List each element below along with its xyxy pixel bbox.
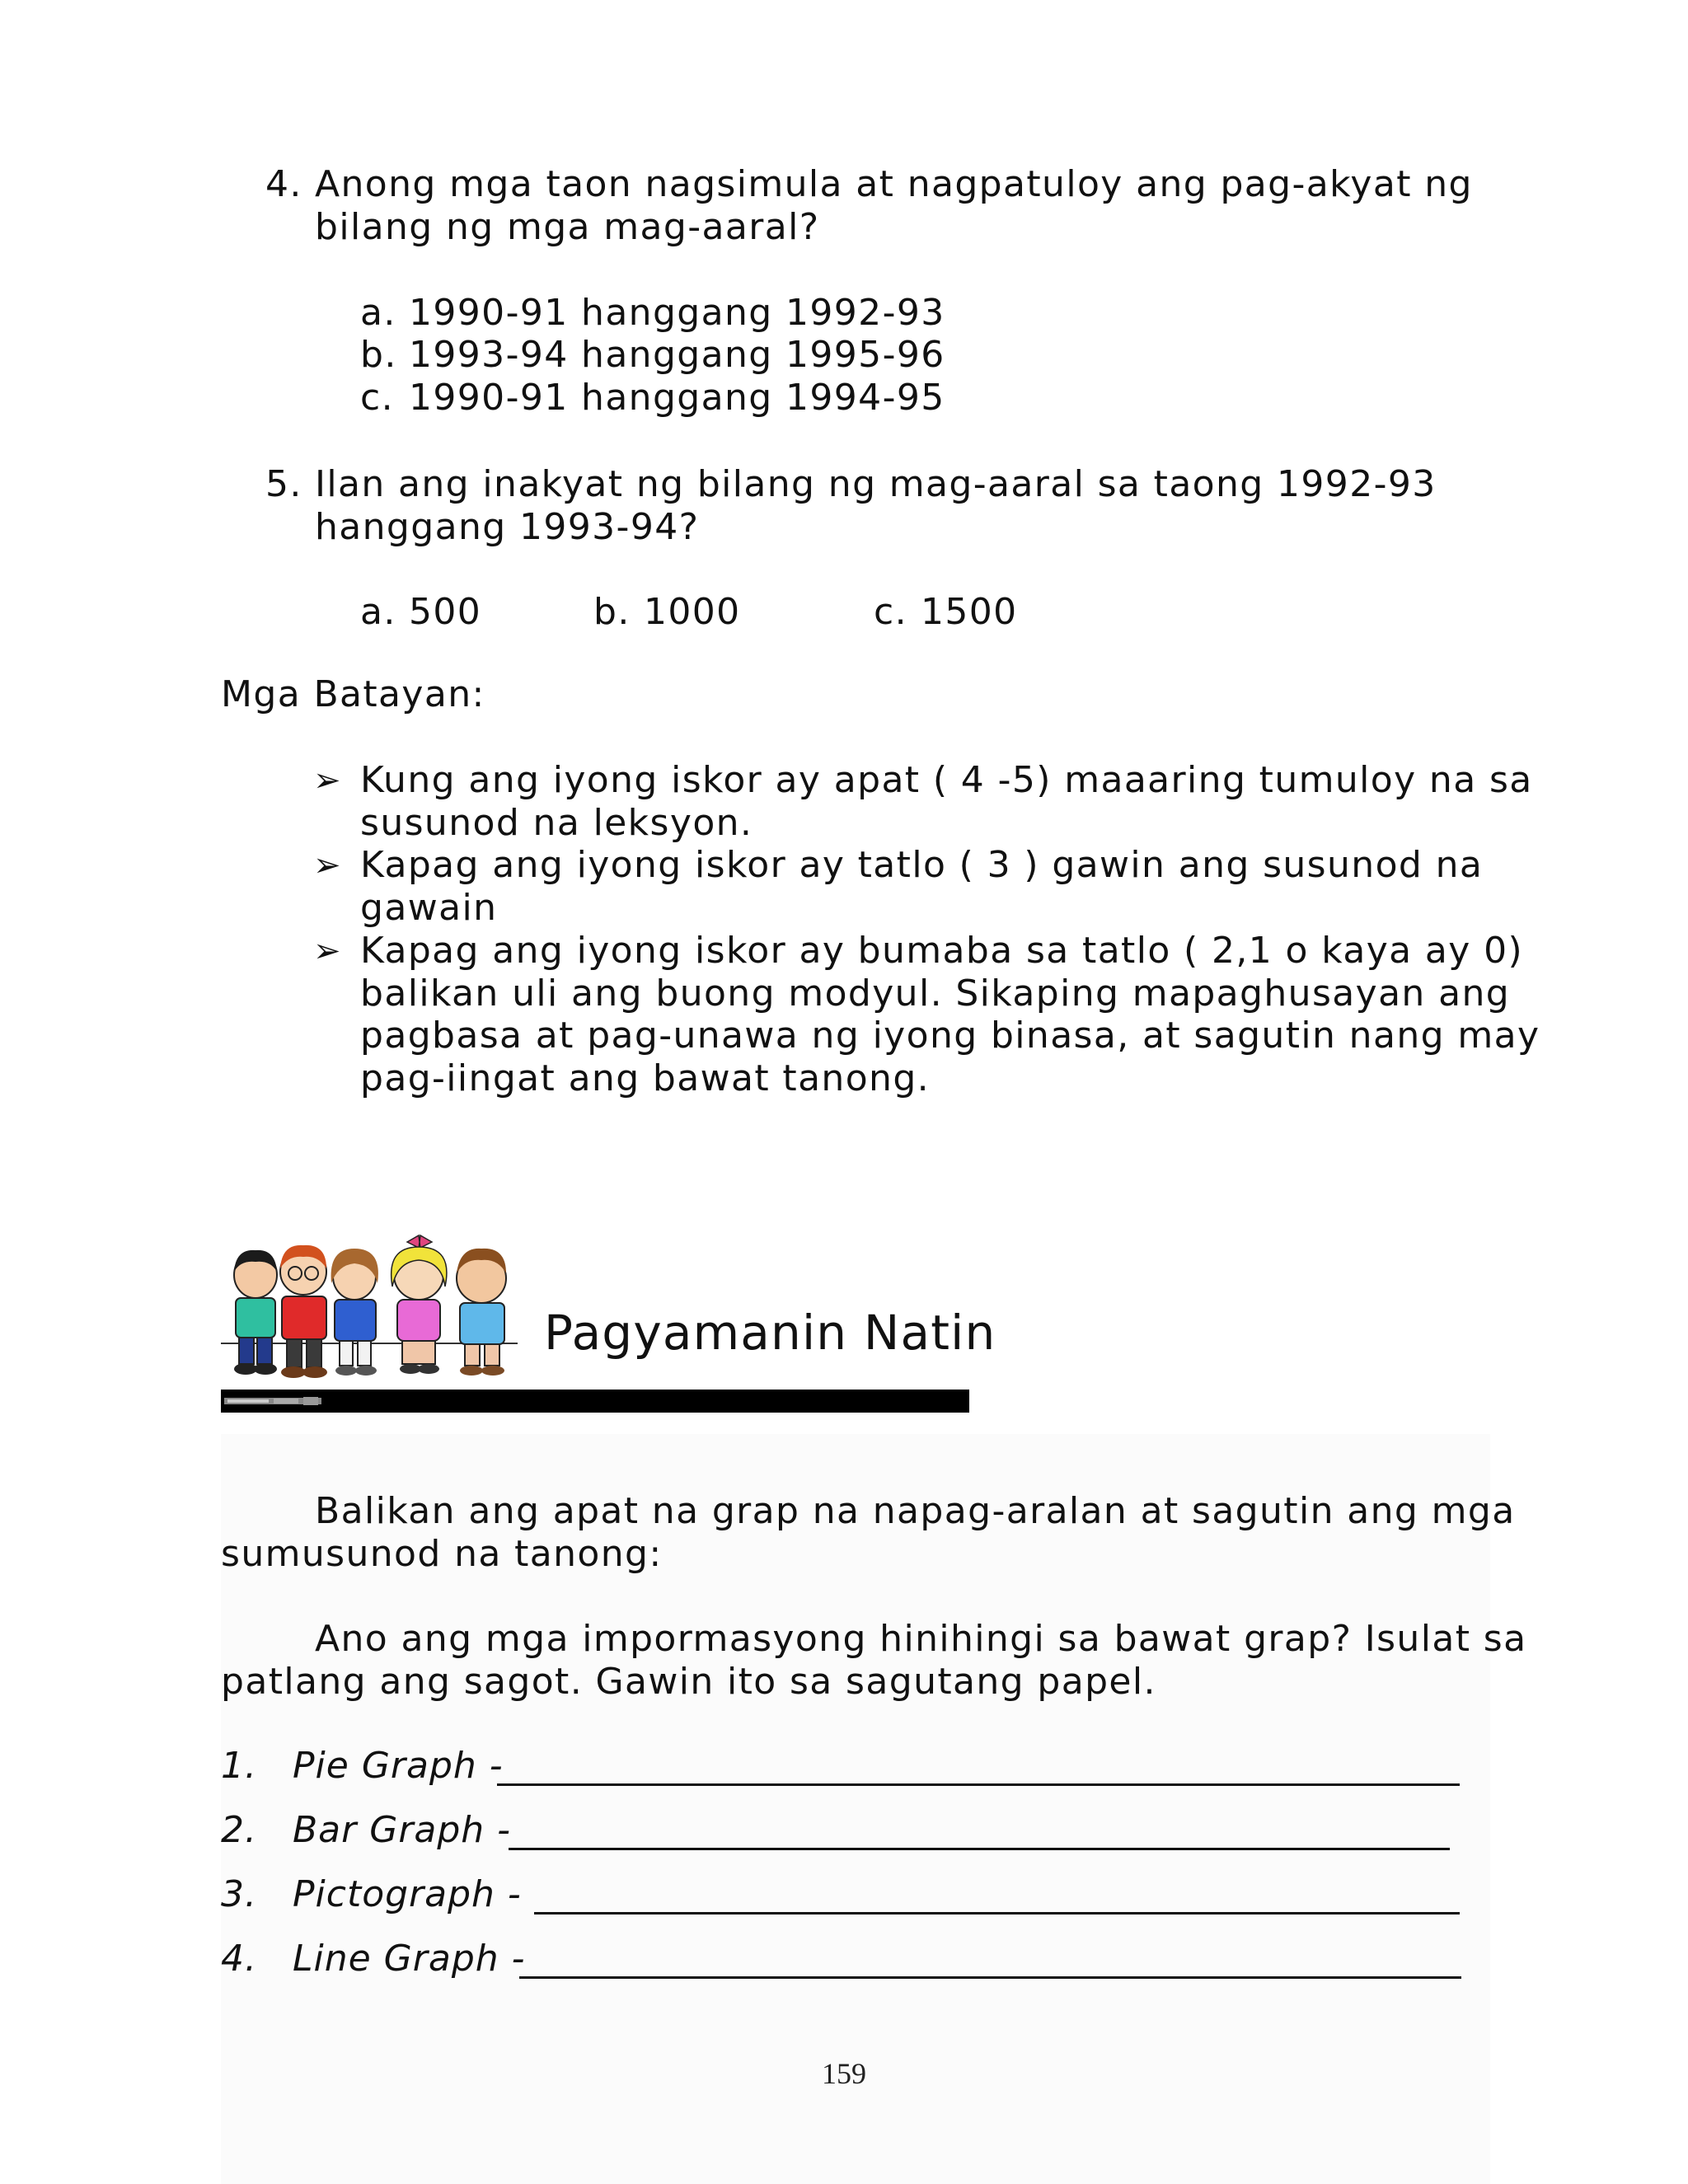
instruction-paragraph-2-line-2: patlang ang sagot. Gawin ito sa sagutang papel. [221,1661,1156,1703]
instruction-paragraph-1-line-2: sumusunod na tanong: [221,1533,663,1575]
question-4-choice-c-letter: c. [360,377,394,419]
child-4-figure [392,1235,447,1374]
graph-item-3-number: 3. [221,1873,257,1915]
graph-item-2-number: 2. [221,1809,257,1851]
question-4-choice-a: 1990-91 hanggang 1992-93 [409,292,945,334]
section-title: Pagyamanin Natin [544,1305,996,1361]
batayan-bullet-3-line-2: balikan uli ang buong modyul. Sikaping mapaghusayan ang [360,972,1511,1015]
question-5-choice-c: 1500 [921,591,1018,633]
batayan-bullet-1-line-1: Kung ang iyong iskor ay apat ( 4 -5) maaaring tumuloy na sa [360,759,1533,801]
question-5-choice-b: 1000 [644,591,741,633]
batayan-bullet-1-line-2: susunod na leksyon. [360,802,753,844]
question-4-choice-a-letter: a. [360,292,396,334]
instruction-paragraph-2-line-1: Ano ang mga impormasyong hinihingi sa bawat grap? Isulat sa [315,1618,1527,1660]
batayan-bullet-3-line-1: Kapag ang iyong iskor ay bumaba sa tatlo ( 2,1 o kaya ay 0) [360,930,1524,972]
child-3-figure [331,1249,378,1376]
graph-item-4-label: Line Graph - [293,1938,526,1980]
child-5-figure [457,1249,506,1376]
question-5-choice-b-letter: b. [593,591,631,633]
question-4-choice-c: 1990-91 hanggang 1994-95 [409,377,945,419]
instruction-paragraph-1-line-1: Balikan ang apat na grap na napag-aralan at sagutin ang mga [315,1490,1516,1532]
question-5-number: 5. [265,463,302,505]
page-number: 159 [822,2057,866,2090]
question-5-line-1: Ilan ang inakyat ng bilang ng mag-aaral sa taong 1992-93 [315,463,1437,505]
arrow-bullet-icon: ➢ [313,762,342,799]
question-4-choice-b: 1993-94 hanggang 1995-96 [409,334,945,376]
arrow-bullet-icon: ➢ [313,846,342,884]
batayan-bullet-3-line-4: pag-iingat ang bawat tanong. [360,1057,931,1099]
graph-item-4-answer-blank[interactable] [519,1948,1461,1979]
question-4-number: 4. [265,163,302,205]
divider-ornament-icon [224,1395,321,1407]
graph-item-1-label: Pie Graph - [293,1745,504,1787]
batayan-bullet-3-line-3: pagbasa at pag-unawa ng iyong binasa, at sagutin nang may [360,1015,1540,1057]
graph-item-2-label: Bar Graph - [293,1809,512,1851]
batayan-bullet-2-line-1: Kapag ang iyong iskor ay tatlo ( 3 ) gawin ang susunod na [360,844,1484,886]
question-5-line-2: hanggang 1993-94? [315,506,700,548]
children-illustration [221,1232,526,1389]
question-4-line-2: bilang ng mga mag-aaral? [315,206,820,248]
graph-item-2-answer-blank[interactable] [509,1820,1450,1850]
question-4-line-1: Anong mga taon nagsimula at nagpatuloy ang pag-akyat ng [315,163,1473,205]
graph-item-1-number: 1. [221,1745,257,1787]
batayan-heading: Mga Batayan: [221,673,485,715]
section-divider-bar [221,1390,969,1413]
graph-item-4-number: 4. [221,1938,257,1980]
graph-item-3-answer-blank[interactable] [534,1884,1460,1915]
question-5-choice-a: 500 [409,591,482,633]
graph-item-3-label: Pictograph - [293,1873,522,1915]
graph-item-1-answer-blank[interactable] [497,1755,1460,1786]
question-4-choice-b-letter: b. [360,334,397,376]
question-5-choice-c-letter: c. [874,591,907,633]
child-1-figure [234,1250,277,1375]
child-2-figure [280,1245,327,1378]
batayan-bullet-2-line-2: gawain [360,887,498,929]
arrow-bullet-icon: ➢ [313,932,342,970]
question-5-choice-a-letter: a. [360,591,396,633]
